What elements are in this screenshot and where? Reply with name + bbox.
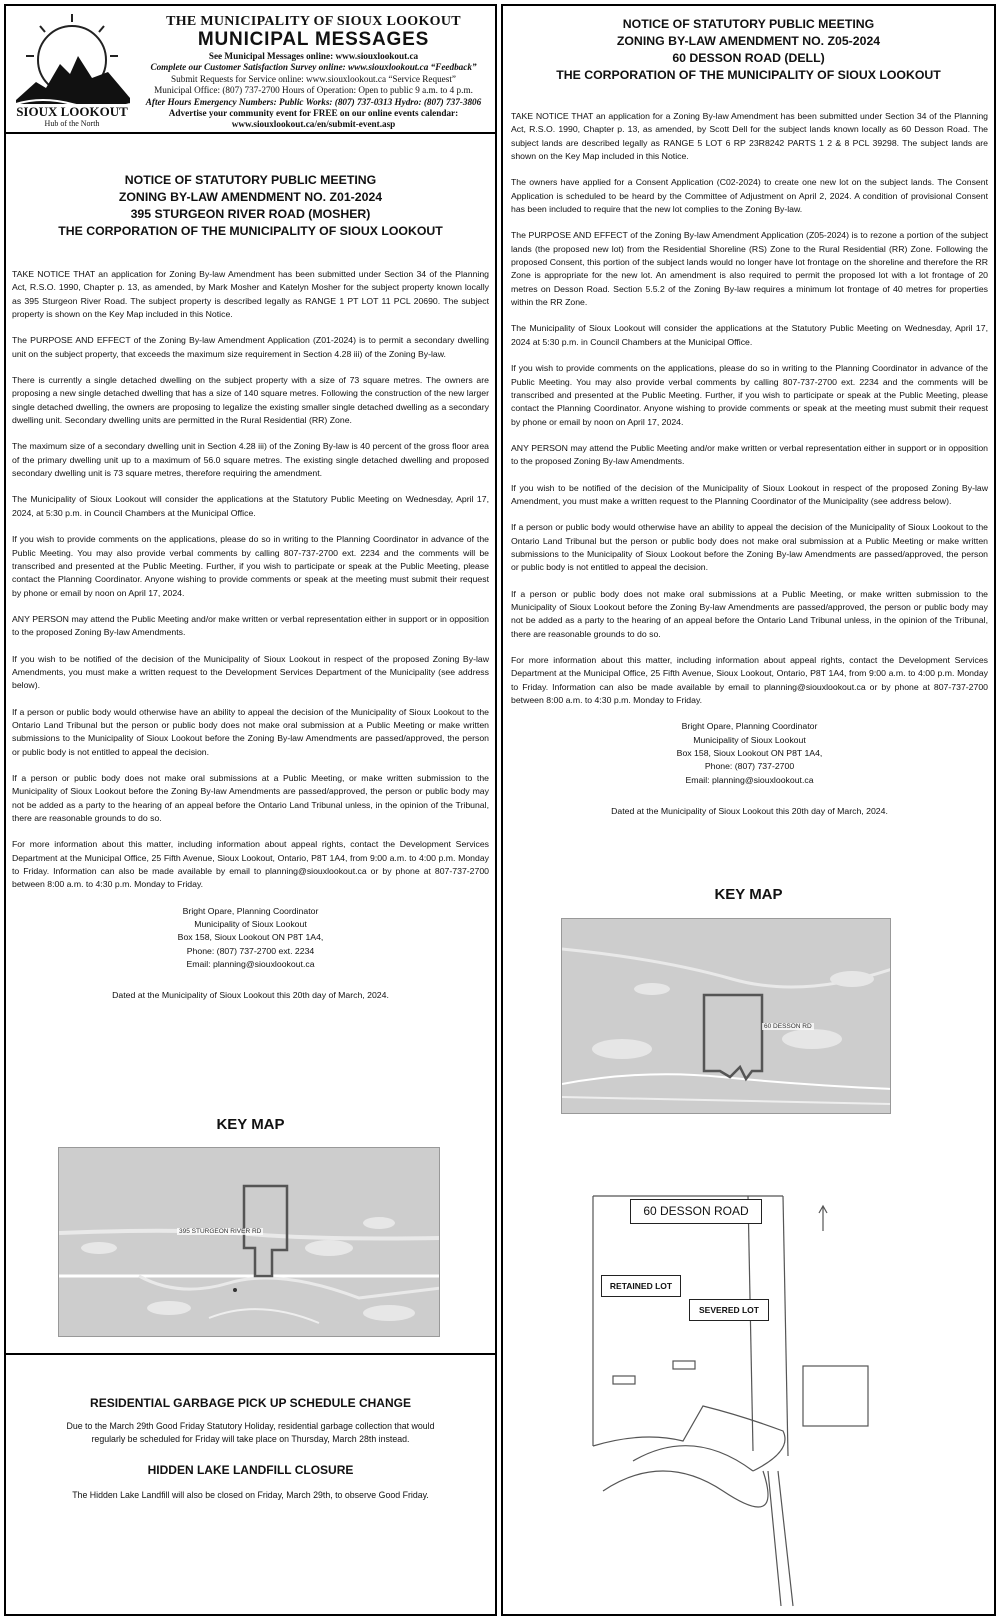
notice1-map-road-label: 395 STURGEON RIVER RD [179, 1228, 262, 1235]
landfill-title: HIDDEN LAKE LANDFILL CLOSURE [147, 1463, 354, 1477]
header-line: www.siouxlookout.ca/en/submit-event.asp [231, 119, 396, 130]
signature-line: Box 158, Sioux Lookout ON P8T 1A4, [177, 932, 324, 943]
notice-paragraph: If a person or public body would otherwise have an ability to appeal the decision of the Municipality of Sioux Lookout to the Ontario Land Tribunal but the person or public body does not make oral submission at a Public Meeting or make written submissions to the Municipality of Sioux Lookout before the Zoning By-law Amendments are passed/approved, the person or public body is not entitled to appeal the decision. [511, 522, 988, 573]
sketch-severed-lot: SEVERED LOT [689, 1299, 769, 1321]
sioux-lookout-logo [12, 12, 134, 128]
notice1-title: NOTICE OF STATUTORY PUBLIC MEETING ZONING BY-LAW AMENDMENT NO. Z01-2024 395 STURGEON RIVER ROAD (MOSHER) THE CORPORATION OF THE MUNICIPALITY OF SIOUX LOOKOUT [58, 173, 443, 238]
notice-paragraph: TAKE NOTICE THAT an application for Zoning By-law Amendment has been submitted under Section 34 of the Planning Act, R.S.O. 1990, Chapter p. 13, as amended, by Mark Mosher and Katelyn Mosher for the subject property known locally as 395 Sturgeon River Road. The subject property is described legally as RANGE 1 PT LOT 11 PCL 20690. The subject property is shown on the Key Map included in this Notice. [12, 269, 489, 320]
notice2-key-map [561, 918, 891, 1114]
signature-line: Phone: (807) 737-2700 [704, 761, 795, 772]
notice-paragraph: If a person or public body does not make oral submissions at a Public Meeting, or make written submission to the Municipality of Sioux Lookout before the Zoning By-law Amendments are passed/approved, the person or public body may not be added as a party to the hearing of an appeal before the Ontario Land Tribunal unless, in the opinion of the Tribunal, there are reasonable grounds to do so. [511, 588, 988, 639]
notice-paragraph: The owners have applied for a Consent Application (C02-2024) to create one new lot on the subject lands. The Consent Application is scheduled to be heard by the Committee of Adjustment on April 2, 2024. A condition of provisional Consent has been included to require that the new lot complies to the Zoning By-law. [511, 177, 988, 215]
logo-tagline: Hub of the North [44, 119, 100, 128]
right-column [501, 4, 996, 1616]
header-line: After Hours Emergency Numbers: Public Works: (807) 737-0313 Hydro: (807) 737-3806 [145, 96, 482, 107]
notice-paragraph: If you wish to provide comments on the applications, please do so in writing to the Planning Coordinator in advance of the Public Meeting. You may also provide verbal comments by calling 807-737-2700 ext. 2234 and the comments will be transcribed and presented at the Public Meeting. Further, if you wish to participate or speak at the Public Meeting, please contact the Planning Coordinator. Anyone wishing to provide comments or speak at the meeting must submit their request by phone or email by noon on April 17, 2024. [511, 363, 988, 427]
sketch-road-label: 60 DESSON ROAD [630, 1199, 762, 1224]
signature-line: Municipality of Sioux Lookout [693, 734, 806, 745]
landfill-text: The Hidden Lake Landfill will also be closed on Friday, March 29th, to observe Good Friday. [72, 1490, 429, 1500]
notice1-key-map [58, 1147, 440, 1337]
municipal-messages-header [6, 6, 495, 134]
notice-paragraph: If you wish to be notified of the decision of the Municipality of Sioux Lookout in respect of the proposed Zoning By-law Amendments, you must make a written request to the Development Services Department of the Municipality (see address below). [12, 653, 489, 691]
signature-line: Bright Opare, Planning Coordinator [681, 721, 818, 732]
sketch-retained-lot: RETAINED LOT [601, 1275, 681, 1297]
dated-line: Dated at the Municipality of Sioux Lookout this 20th day of March, 2024. [611, 806, 888, 817]
notice1-body [12, 268, 489, 1003]
notice1-keymap-title: KEY MAP [216, 1116, 285, 1133]
notice-paragraph: For more information about this matter, including information about appeal rights, contact the Development Services Department at the Municipal Office, 25 Fifth Avenue, Sioux Lookout, Ontario, P8T 1A4, from 9:00 a.m. to 4:00 p.m. Monday to Friday. Information can also be made available by email to planning@siouxlookout.ca or by phone at 807-737-2700 between 8:00 a.m. to 4:30 p.m. Monday to Friday. [12, 839, 489, 890]
notice-paragraph: The PURPOSE AND EFFECT of the Zoning By-law Amendment Application (Z01-2024) is to permit a secondary dwelling unit on the subject property, that exceeds the maximum size requirement in Section 4.28 iii) of the Zoning By-law. [12, 335, 489, 359]
signature-line: Bright Opare, Planning Coordinator [182, 905, 319, 916]
notice-paragraph: If a person or public body does not make oral submissions at a Public Meeting, or make written submission to the Municipality of Sioux Lookout before the Zoning By-law Amendments are passed/approved, the person or public body may not be added as a party to the hearing of an appeal before the Ontario Land Tribunal unless, in the opinion of the Tribunal, there are reasonable grounds to do so. [12, 772, 489, 823]
left-column [4, 4, 497, 1616]
notice-paragraph: ANY PERSON may attend the Public Meeting and/or make written or verbal representation either in support or in opposition to the proposed Zoning By-law Amendments. [511, 442, 988, 467]
notice2-keymap-title: KEY MAP [714, 886, 783, 903]
notice-paragraph: If a person or public body would otherwise have an ability to appeal the decision of the Municipality of Sioux Lookout to the Ontario Land Tribunal but the person or public body does not make oral submission at a Public Meeting or make written submissions to the Municipality of Sioux Lookout before the Zoning By-law Amendments are passed/approved, the person or public body is not entitled to appeal the decision. [12, 706, 489, 757]
signature-line: Box 158, Sioux Lookout ON P8T 1A4, [676, 748, 823, 759]
header-line: Municipal Office: (807) 737-2700 Hours of Operation: Open to public 9 a.m. to 4 p.m. [154, 85, 473, 96]
notice-paragraph: If you wish to be notified of the decision of the Municipality of Sioux Lookout in respect of the proposed Zoning By-law Amendment, you must make a written request to the Planning Coordinator of the Municipality (see address below). [511, 482, 988, 506]
notice2-title: NOTICE OF STATUTORY PUBLIC MEETING ZONING BY-LAW AMENDMENT NO. Z05-2024 60 DESSON ROAD (DELL) THE CORPORATION OF THE MUNICIPALITY OF SIOUX LOOKOUT [556, 17, 941, 82]
notice-paragraph: For more information about this matter, including information about appeal rights, contact the Development Services Department at the Municipal Office, 25 Fifth Avenue, Sioux Lookout, Ontario, P8T 1A4, from 9:00 a.m. to 4:00 p.m. Monday to Friday. Information can also be made available by email to planning@siouxlookout.ca or by phone at 807-737-2700 between 8:00 a.m. to 4:30 p.m. Monday to Friday. [511, 655, 988, 706]
header-line: Advertise your community event for FREE on our online events calendar: [168, 108, 459, 119]
notice-paragraph: The PURPOSE AND EFFECT of the Zoning By-law Amendment Application (Z05-2024) is to rezone a portion of the subject lands (the proposed new lot) from the Residential Shoreline (RS) Zone to the Rural Residential (RR) Zone. Following the proposed Consent, this portion of the subject lands would no longer have lot frontage on the shoreline and therefore the RR Zone is appropriate for the new lot. An amendment is also required to permit the proposed lot with a lot frontage of 20 metres on Desson Road. Section 5.5.2 of the Zoning By-law requires a minimum lot frontage of 40 metres for properties within the RR Zone. [511, 230, 988, 308]
header-line: See Municipal Messages online: www.siouxlookout.ca [208, 51, 419, 61]
notice-paragraph: The maximum size of a secondary dwelling unit in Section 4.28 iii) of the Zoning By-law is 40 percent of the gross floor area of the primary dwelling unit up to a maximum of 56.0 square metres. The existing single detached dwelling and proposed secondary dwelling unit is 73 square metres, therefore requiring the amendment. [12, 441, 489, 479]
header-line: Complete our Customer Satisfaction Survey online: www.siouxlookout.ca “Feedback” [150, 62, 477, 73]
signature-line: Email: planning@siouxlookout.ca [685, 774, 814, 785]
garbage-text: Due to the March 29th Good Friday Statutory Holiday, residential garbage collection that would regularly be scheduled for Friday will take place on Thursday, March 28th instead. [66, 1421, 435, 1444]
notice-paragraph: ANY PERSON may attend the Public Meeting and/or make written or verbal representation either in support or in opposition to the proposed Zoning By-law Amendments. [12, 613, 489, 638]
signature-line: Phone: (807) 737-2700 ext. 2234 [186, 945, 315, 956]
municipality-line: THE MUNICIPALITY OF SIOUX LOOKOUT [166, 14, 461, 29]
logo-name: SIOUX LOOKOUT [16, 104, 128, 119]
signature-line: Municipality of Sioux Lookout [194, 919, 307, 930]
dated-line: Dated at the Municipality of Sioux Lookout this 20th day of March, 2024. [112, 990, 389, 1001]
signature-line: Email: planning@siouxlookout.ca [186, 959, 315, 970]
signature-block [511, 720, 988, 787]
header-line: Submit Requests for Service online: www.siouxlookout.ca “Service Request” [171, 73, 456, 84]
notice-paragraph: If you wish to provide comments on the applications, please do so in writing to the Planning Coordinator in advance of the Public Meeting. You may also provide verbal comments by calling 807-737-2700 ext. 2234 and the comments will be transcribed and presented at the Public Meeting. Further, if you wish to participate or speak at the Public Meeting, please contact the Planning Coordinator. Anyone wishing to provide comments or speak at the meeting must submit their request by phone or email by noon on April 17, 2024. [12, 534, 489, 598]
desson-road-site-sketch [573, 1191, 903, 1611]
garbage-title: RESIDENTIAL GARBAGE PICK UP SCHEDULE CHANGE [90, 1396, 411, 1410]
notice-paragraph: There is currently a single detached dwelling on the subject property with a size of 73 square metres. The owners are proposing a new single detached dwelling that has a size of 140 square metres. Following the construction of the new larger single detached dwelling, the owners are proposing to legalize the existing smaller single detached dwelling as a secondary dwelling unit. Secondary dwelling units are permitted in the Rural Residential (RR) Zone. [12, 375, 489, 426]
section-divider [6, 1353, 495, 1355]
notice-paragraph: The Municipality of Sioux Lookout will consider the applications at the Statutory Public Meeting on Wednesday, April 17, 2024, at 5:30 p.m. in Council Chambers at the Municipal Office. [12, 494, 489, 518]
notice2-map-road-label: 60 DESSON RD [764, 1023, 812, 1030]
banner-title: MUNICIPAL MESSAGES [197, 29, 430, 50]
signature-block [12, 905, 489, 972]
notice-paragraph: TAKE NOTICE THAT an application for a Zoning By-law Amendment has been submitted under Section 34 of the Planning Act, R.S.O. 1990, Chapter p. 13, as amended, by Scott Dell for the subject lands known locally as 60 Desson Road. The subject lands are described legally as RANGE 5 LOT 6 RP 23R8242 PARTS 1 2 & 8 PCL 39298. The subject lands are shown on the Key Map included in this Notice. [511, 111, 988, 162]
notice2-body [511, 110, 988, 818]
notice-paragraph: The Municipality of Sioux Lookout will consider the applications at the Statutory Public Meeting on Wednesday, April 17, 2024 at 5:30 p.m. in Council Chambers at the Municipal Office. [511, 323, 988, 347]
